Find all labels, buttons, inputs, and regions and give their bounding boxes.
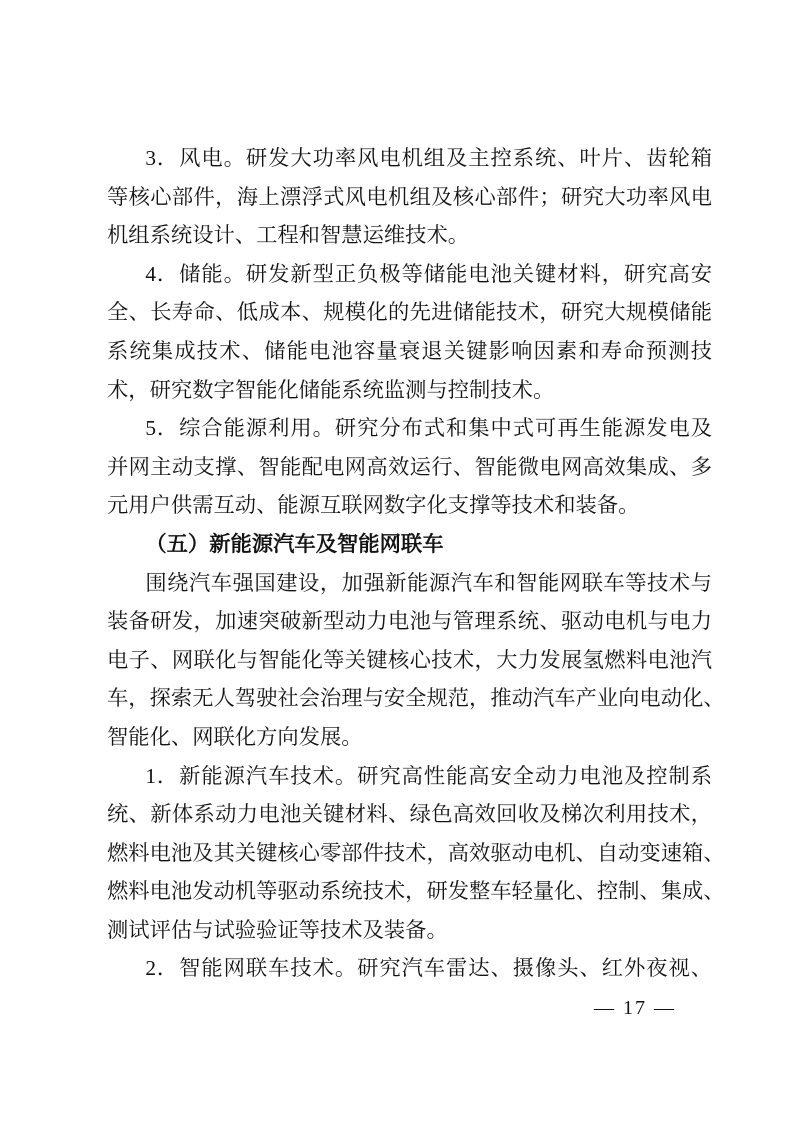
text-line: 5．综合能源利用。研究分布式和集中式可再生能源发电及 bbox=[145, 416, 712, 441]
text-line: 元用户供需互动、能源互联网数字化支撑等技术和装备。 bbox=[107, 493, 640, 518]
text-line: 围绕汽车强国建设，加强新能源汽车和智能网联车等技术与 bbox=[145, 570, 712, 595]
page-number: — 17 — bbox=[594, 997, 676, 1019]
text-line: 车，探索无人驾驶社会治理与安全规范，推动汽车产业向电动化、 bbox=[107, 686, 725, 711]
text-line: 1．新能源汽车技术。研究高性能高安全动力电池及控制系 bbox=[145, 763, 712, 788]
text-block bbox=[107, 139, 725, 988]
text-line: 2．智能网联车技术。研究汽车雷达、摄像头、红外夜视、 bbox=[145, 956, 712, 981]
text-line: 智能化、网联化方向发展。 bbox=[107, 724, 363, 749]
text-line: 术，研究数字智能化储能系统监测与控制技术。 bbox=[107, 377, 555, 402]
text-line: 装备研发，加速突破新型动力电池与管理系统、驱动电机与电力 bbox=[107, 609, 712, 634]
text-line: 并网主动支撑、智能配电网高效运行、智能微电网高效集成、多 bbox=[107, 454, 712, 479]
text-line: 测试评估与试验验证等技术及装备。 bbox=[107, 917, 448, 942]
text-line: 3．风电。研发大功率风电机组及主控系统、叶片、齿轮箱 bbox=[145, 146, 712, 170]
text-line: 全、长寿命、低成本、规模化的先进储能技术，研究大规模储能 bbox=[107, 300, 712, 325]
text-line: 机组系统设计、工程和智慧运维技术。 bbox=[107, 223, 470, 248]
text-line: 系统集成技术、储能电池容量衰退关键影响因素和寿命预测技 bbox=[107, 338, 712, 363]
text-line: 4．储能。研发新型正负极等储能电池关键材料，研究高安 bbox=[145, 261, 712, 286]
text-line: 统、新体系动力电池关键材料、绿色高效回收及梯次利用技术， bbox=[107, 802, 712, 827]
text-line: 等核心部件，海上漂浮式风电机组及核心部件；研究大功率风电 bbox=[107, 184, 712, 209]
text-line: 燃料电池及其关键核心零部件技术，高效驱动电机、自动变速箱、 bbox=[107, 840, 725, 865]
section-heading: （五）新能源汽车及智能网联车 bbox=[145, 531, 444, 556]
text-line: 电子、网联化与智能化等关键核心技术，大力发展氢燃料电池汽 bbox=[107, 647, 712, 672]
text-line: 燃料电池发动机等驱动系统技术，研发整车轻量化、控制、集成、 bbox=[107, 879, 725, 904]
